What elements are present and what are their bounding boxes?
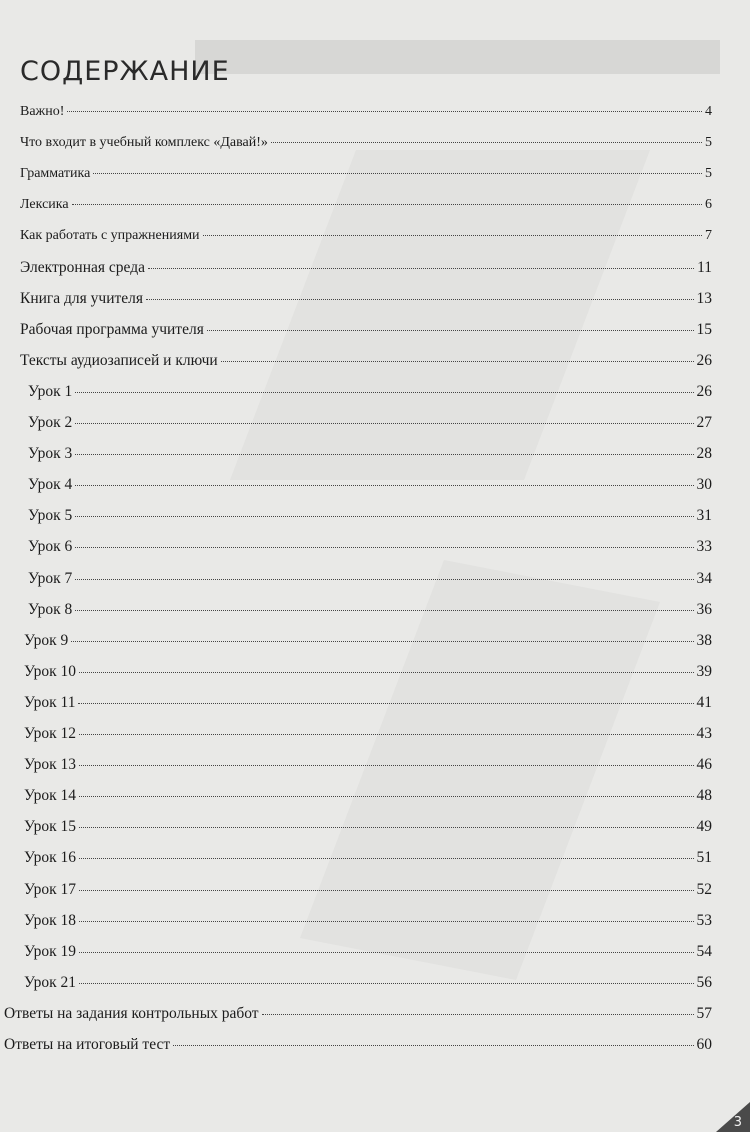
dot-leader (271, 141, 702, 143)
toc-entry[interactable] (20, 352, 712, 370)
toc-entry[interactable] (28, 538, 712, 556)
toc-entry-label: Урок 3 (28, 445, 73, 462)
toc-entry[interactable] (4, 1005, 712, 1023)
toc-entry-label: Тексты аудиозаписей и ключи (20, 352, 218, 369)
toc-entry[interactable] (20, 290, 712, 308)
toc-entry-label: Урок 7 (28, 570, 73, 587)
toc-entry[interactable] (24, 694, 712, 712)
toc-entry-page: 41 (696, 694, 712, 711)
toc-entry[interactable] (28, 507, 712, 525)
toc-entry-label: Грамматика (20, 166, 91, 181)
toc-entry[interactable] (24, 756, 712, 774)
dot-leader (79, 733, 693, 735)
dot-leader (79, 857, 693, 859)
toc-entry[interactable] (24, 849, 712, 867)
toc-entry-page: 5 (705, 166, 712, 181)
page-title: СОДЕРЖАНИЕ (20, 56, 230, 88)
dot-leader (148, 267, 694, 269)
toc-entry-label: Урок 17 (24, 881, 77, 898)
toc-entry-label: Электронная среда (20, 259, 145, 276)
toc-entry-page: 7 (705, 228, 712, 243)
dot-leader (75, 484, 693, 486)
toc-entry[interactable] (24, 787, 712, 805)
dot-leader (75, 546, 693, 548)
toc-entry[interactable] (28, 445, 712, 463)
toc-entry-page: 46 (696, 756, 712, 773)
toc-entry-label: Урок 21 (24, 974, 77, 991)
toc-entry[interactable] (24, 818, 712, 836)
dot-leader (75, 422, 693, 424)
toc-entry-label: Урок 6 (28, 538, 73, 555)
toc-entry-page: 33 (696, 538, 712, 555)
dot-leader (75, 391, 693, 393)
toc-entry[interactable] (20, 134, 712, 152)
toc-entry-page: 57 (696, 1005, 712, 1022)
toc-entry[interactable] (24, 974, 712, 992)
dot-leader (79, 671, 693, 673)
toc-entry[interactable] (28, 414, 712, 432)
dot-leader (75, 453, 693, 455)
toc-entry[interactable] (28, 476, 712, 494)
toc-entry-page: 53 (696, 912, 712, 929)
toc-entry[interactable] (24, 725, 712, 743)
toc-entry[interactable] (24, 881, 712, 899)
toc-entry-label: Важно! (20, 104, 65, 119)
toc-entry-label: Урок 2 (28, 414, 73, 431)
toc-entry[interactable] (28, 383, 712, 401)
toc-entry[interactable] (20, 227, 712, 245)
dot-leader (93, 172, 702, 174)
toc-entry-label: Урок 10 (24, 663, 77, 680)
dot-leader (71, 640, 693, 642)
background-band (195, 40, 720, 74)
toc-entry-page: 51 (696, 849, 712, 866)
toc-entry-page: 49 (696, 818, 712, 835)
toc-entry-page: 54 (696, 943, 712, 960)
toc-entry-label: Рабочая программа учителя (20, 321, 204, 338)
dot-leader (207, 329, 694, 331)
toc-entry[interactable] (28, 570, 712, 588)
toc-entry-page: 48 (696, 787, 712, 804)
toc-entry-label: Урок 11 (24, 694, 76, 711)
toc-entry-label: Урок 4 (28, 476, 73, 493)
dot-leader (79, 982, 693, 984)
toc-entry-page: 60 (696, 1036, 712, 1053)
toc-entry-label: Лексика (20, 197, 69, 212)
toc-entry-page: 6 (705, 197, 712, 212)
toc-entry-label: Ответы на задания контрольных работ (4, 1005, 259, 1022)
dot-leader (79, 826, 693, 828)
toc-entry-label: Урок 9 (24, 632, 69, 649)
toc-entry[interactable] (20, 259, 712, 277)
toc-entry[interactable] (24, 632, 712, 650)
toc-entry-page: 39 (696, 663, 712, 680)
dot-leader (221, 360, 694, 362)
toc-entry-page: 15 (696, 321, 712, 338)
toc-entry-label: Урок 5 (28, 507, 73, 524)
toc-entry-page: 36 (696, 601, 712, 618)
toc-entry-page: 34 (696, 570, 712, 587)
toc-entry[interactable] (20, 196, 712, 214)
dot-leader (67, 110, 702, 112)
dot-leader (173, 1044, 693, 1046)
toc-entry-page: 30 (696, 476, 712, 493)
toc-entry-label: Урок 16 (24, 849, 77, 866)
toc-entry-label: Что входит в учебный комплекс «Давай!» (20, 135, 268, 150)
dot-leader (75, 578, 693, 580)
dot-leader (79, 920, 693, 922)
toc-entry[interactable] (4, 1036, 712, 1054)
dot-leader (146, 298, 693, 300)
dot-leader (262, 1013, 694, 1015)
dot-leader (79, 795, 693, 797)
toc-entry-page: 11 (697, 259, 712, 276)
toc-entry-page: 4 (705, 104, 712, 119)
dot-leader (79, 951, 693, 953)
toc-entry-label: Урок 14 (24, 787, 77, 804)
toc-entry[interactable] (24, 943, 712, 961)
toc-entry-page: 31 (696, 507, 712, 524)
toc-entry-label: Урок 8 (28, 601, 73, 618)
toc-entry-page: 13 (696, 290, 712, 307)
dot-leader (72, 203, 702, 205)
toc-entry-page: 28 (696, 445, 712, 462)
toc-entry[interactable] (24, 663, 712, 681)
dot-leader (203, 234, 702, 236)
toc-entry-page: 52 (696, 881, 712, 898)
toc-entry-page: 56 (696, 974, 712, 991)
toc-entry-page: 27 (696, 414, 712, 431)
dot-leader (75, 609, 693, 611)
toc-entry[interactable] (20, 103, 712, 121)
toc-entry[interactable] (28, 601, 712, 619)
dot-leader (75, 515, 693, 517)
toc-entry-page: 38 (696, 632, 712, 649)
toc-entry-page: 26 (696, 383, 712, 400)
dot-leader (78, 702, 693, 704)
toc-entry-label: Как работать с упражнениями (20, 228, 200, 243)
toc-entry-label: Урок 19 (24, 943, 77, 960)
toc-entry[interactable] (24, 912, 712, 930)
dot-leader (79, 764, 693, 766)
toc-entry-label: Урок 15 (24, 818, 77, 835)
toc-entry-label: Книга для учителя (20, 290, 144, 307)
toc-entry-page: 26 (696, 352, 712, 369)
toc-entry-page: 5 (705, 135, 712, 150)
dot-leader (79, 889, 693, 891)
toc-entry-label: Урок 18 (24, 912, 77, 929)
toc-entry-label: Ответы на итоговый тест (4, 1036, 171, 1053)
toc-entry[interactable] (20, 165, 712, 183)
toc-entry-page: 43 (696, 725, 712, 742)
toc-entry-label: Урок 1 (28, 383, 73, 400)
toc-entry[interactable] (20, 321, 712, 339)
page-number: 3 (733, 1115, 742, 1130)
toc-entry-label: Урок 13 (24, 756, 77, 773)
toc-entry-label: Урок 12 (24, 725, 77, 742)
